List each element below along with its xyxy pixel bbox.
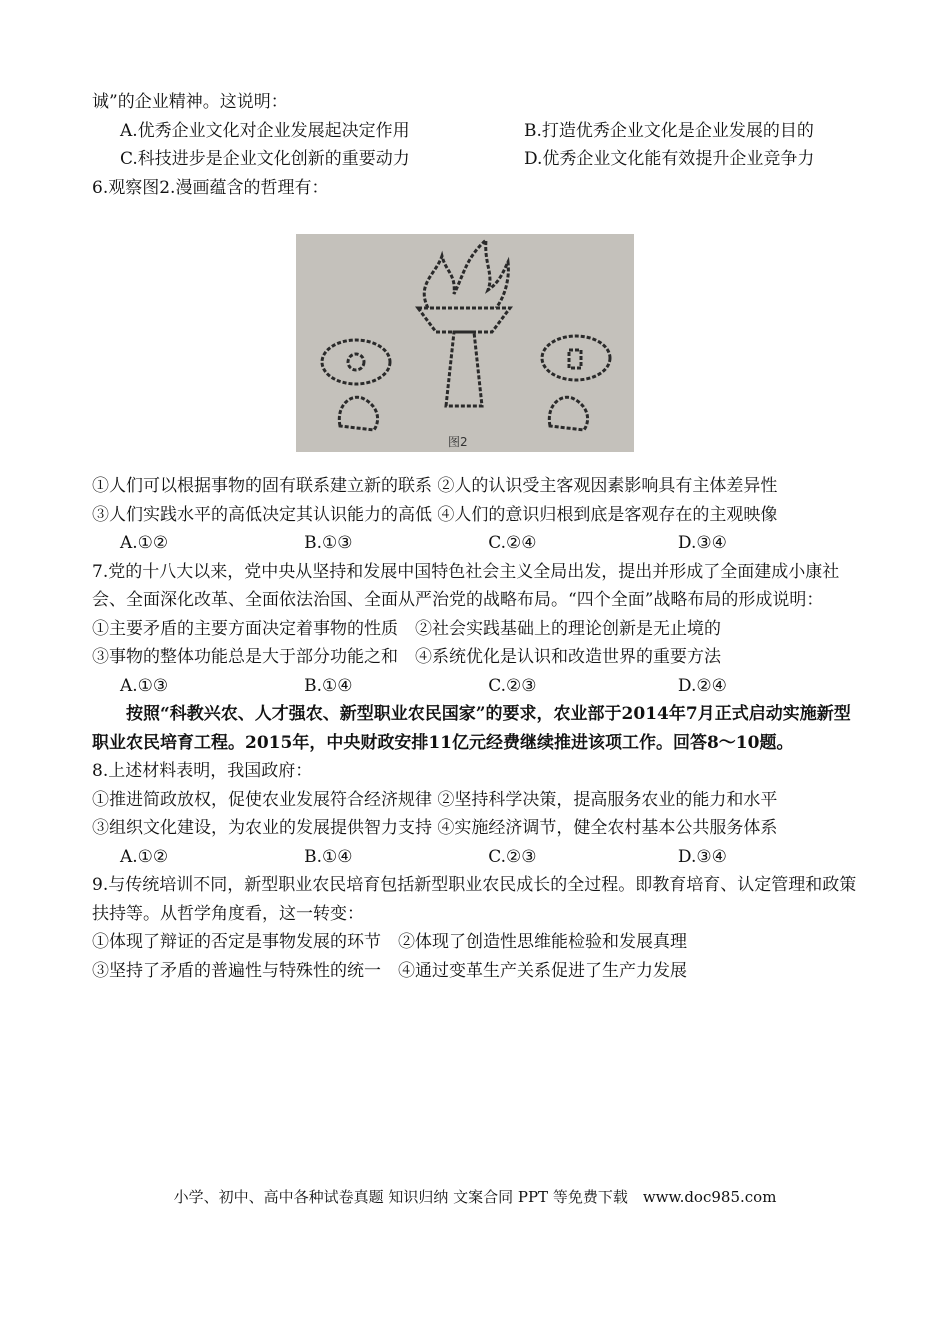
q7-statements-3-4: ③事物的整体功能总是大于部分功能之和 ④系统优化是认识和改造世界的重要方法 [92,647,721,667]
q6-statements-3-4: ③人们实践水平的高低决定其认识能力的高低 ④人们的意识归根到底是客观存在的主观映像 [92,504,778,525]
q7-options [92,672,862,701]
q7-option-a: A.①③ [120,675,169,696]
q8-option-b: B.①④ [304,846,353,867]
page-footer: 小学、初中、高中各种试卷真题 知识归纳 文案合同 PPT 等免费下载 www.doc985.com [173,1188,777,1206]
q6-cartoon-figure [296,234,634,452]
q6-options [92,529,862,558]
q5-option-c: C.科技进步是企业文化创新的重要动力 [120,149,410,169]
q9-stem: 9.与传统培训不同，新型职业农民培育包括新型职业农民成长的全过程。即教育培育、认定管理和政策扶持等。从哲学角度看，这一转变： [92,875,857,924]
figure-caption: 图2 [448,435,468,449]
q8-option-c: C.②③ [488,846,537,867]
q7-option-d: D.②④ [677,675,727,696]
q9-statements-3-4: ③坚持了矛盾的普遍性与特殊性的统一 ④通过变革生产关系促进了生产力发展 [92,960,687,981]
q6-stem: 6.观察图2.漫画蕴含的哲理有： [92,177,329,198]
q8-option-a: A.①② [120,846,169,867]
material-passage: 按照“科教兴农、人才强农、新型职业农民国家”的要求，农业部于2014年7月正式启动实施新型职业农民培育工程。2015年，中央财政安排11亿元经费继续推进该项工作。回答8～10题。 [92,704,851,753]
q7-statements-1-2: ①主要矛盾的主要方面决定着事物的性质 ②社会实践基础上的理论创新是无止境的 [92,618,721,639]
q5-options-row-2 [92,145,862,174]
q7-option-c: C.②③ [488,675,537,696]
q7-option-b: B.①④ [304,675,353,696]
q9-statements-1-2: ①体现了辩证的否定是事物发展的环节 ②体现了创造性思维能检验和发展真理 [92,932,687,952]
q8-stem: 8.上述材料表明，我国政府： [92,761,313,781]
q7-stem: 7.党的十八大以来，党中央从坚持和发展中国特色社会主义全局出发，提出并形成了全面建成小康社会、全面深化改革、全面依法治国、全面从严治党的战略布局。“四个全面”战略布局的形成说明： [92,561,840,610]
q5-options-row-1 [92,117,862,146]
q8-option-d: D.③④ [677,846,727,867]
q6-option-a: A.①② [120,533,169,553]
q5-stem-tail: 诚”的企业精神。这说明： [92,92,288,112]
q6-statements-1-2: ①人们可以根据事物的固有联系建立新的联系 ②人的认识受主客观因素影响具有主体差异性 [92,476,778,496]
q5-option-d: D.优秀企业文化能有效提升企业竞争力 [524,149,815,169]
q8-statements-3-4: ③组织文化建设，为农业的发展提供智力支持 ④实施经济调节，健全农村基本公共服务体系 [92,818,778,838]
exam-page [92,88,862,985]
q5-option-b: B.打造优秀企业文化是企业发展的目的 [524,120,814,141]
cartoon-torch-illustration [296,234,634,452]
q8-options [92,843,862,872]
q5-option-a: A.优秀企业文化对企业发展起决定作用 [120,120,410,141]
q8-statements-1-2: ①推进简政放权，促使农业发展符合经济规律 ②坚持科学决策，提高服务农业的能力和水平 [92,789,778,810]
q6-option-d: D.③④ [677,533,727,553]
q6-option-c: C.②④ [488,533,537,553]
q6-option-b: B.①③ [304,533,353,553]
